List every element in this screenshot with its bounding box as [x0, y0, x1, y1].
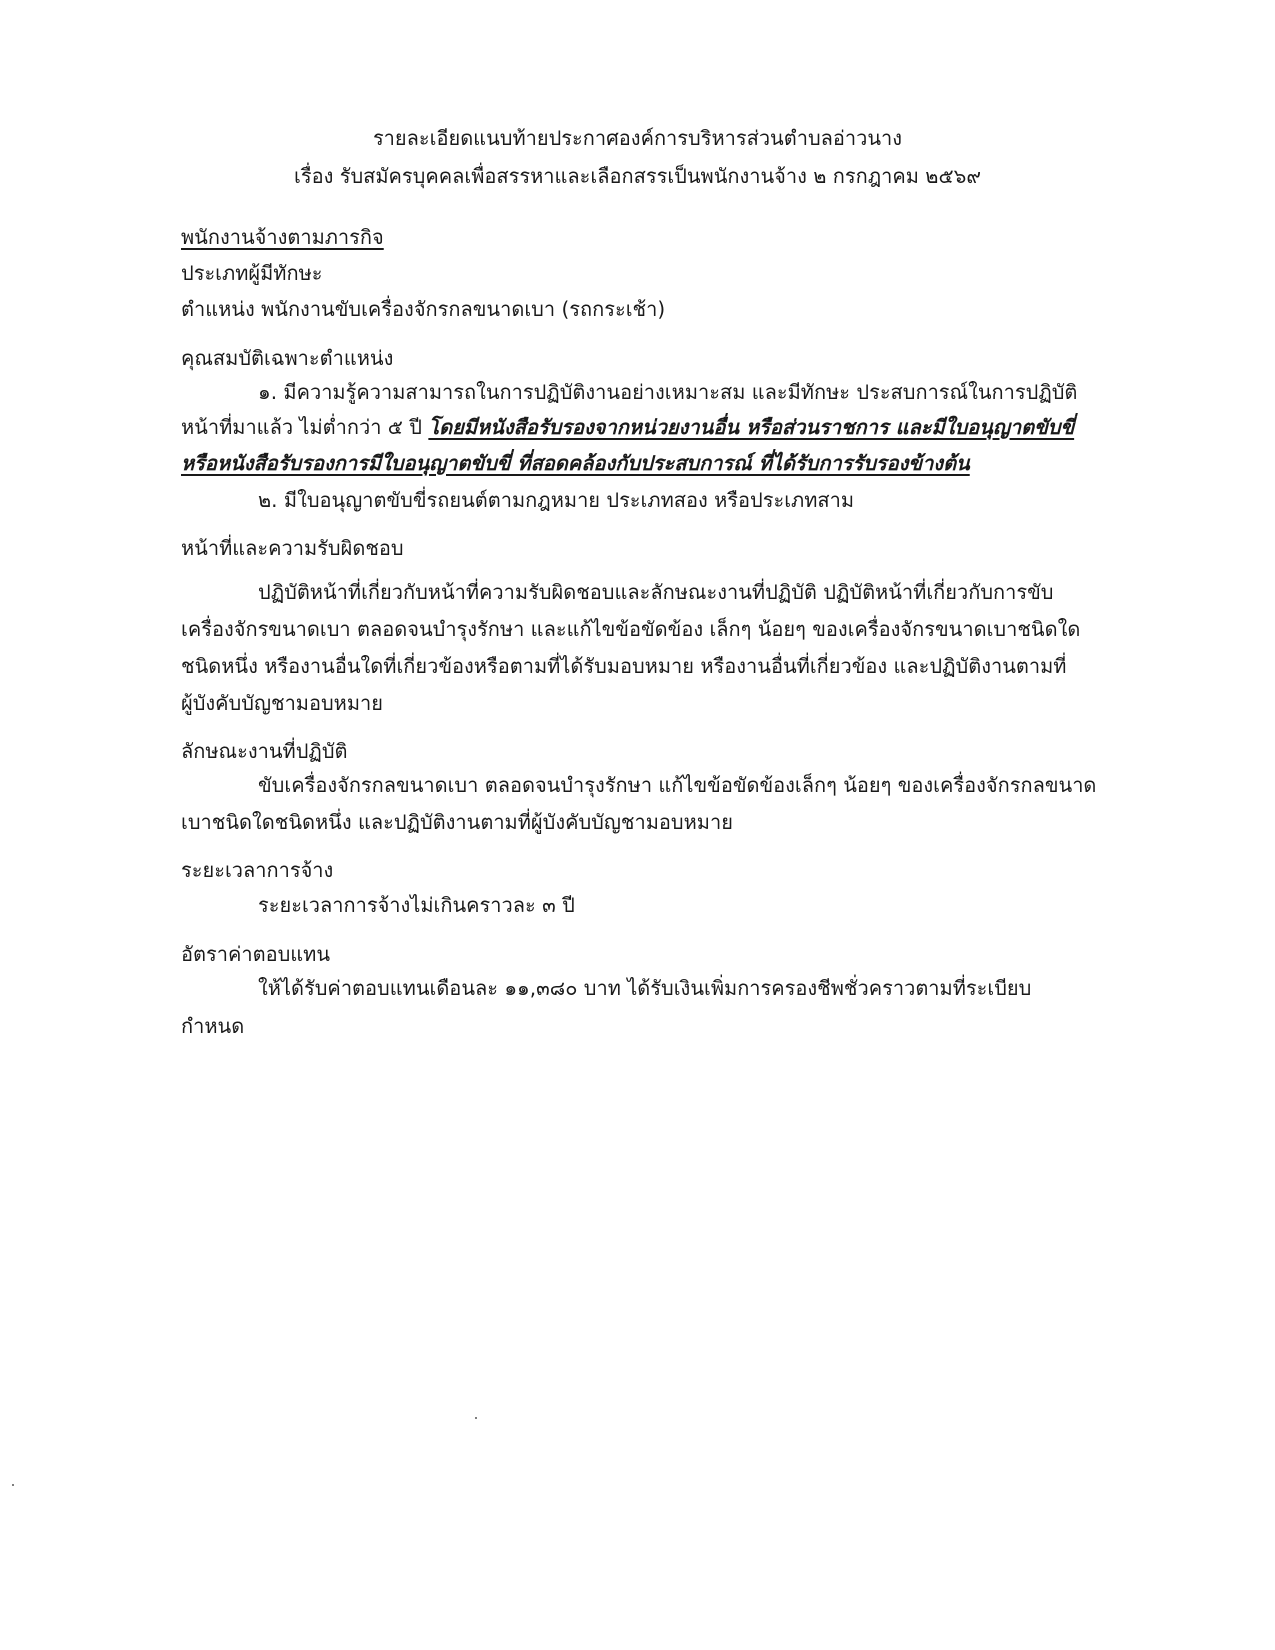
position-title: ตำแหน่ง พนักงานขับเครื่องจักรกลขนาดเบา (รถกระเช้า): [181, 297, 666, 321]
compensation-line-cont: กำหนด: [181, 1014, 245, 1038]
duties-paragraph-line: เครื่องจักรขนาดเบา ตลอดจนบำรุงรักษา และแก้ไขข้อขัดข้อง เล็กๆ น้อยๆ ของเครื่องจักรขนาดเบาชนิดใด: [181, 617, 1081, 641]
work-nature-heading: ลักษณะงานที่ปฏิบัติ: [181, 739, 348, 763]
work-nature-line: เบาชนิดใดชนิดหนึ่ง และปฏิบัติงานตามที่ผู้บังคับบัญชามอบหมาย: [181, 810, 733, 834]
compensation-line: ให้ได้รับค่าตอบแทนเดือนละ ๑๑,๓๘๐ บาท ได้รับเงินเพิ่มการครองชีพชั่วคราวตามที่ระเบียบ: [258, 976, 1032, 1000]
work-nature-line: ขับเครื่องจักรกลขนาดเบา ตลอดจนบำรุงรักษา แก้ไขข้อขัดข้องเล็กๆ น้อยๆ ของเครื่องจักรกลขนาด: [258, 773, 1097, 797]
duties-paragraph-line: ผู้บังคับบัญชามอบหมาย: [181, 691, 384, 715]
qualification-item-2: ๒. มีใบอนุญาตขับขี่รถยนต์ตามกฎหมาย ประเภทสอง หรือประเภทสาม: [258, 488, 855, 512]
qualification-license-requirement: หรือหนังสือรับรองการมีใบอนุญาตขับขี่ ที่สอดคล้องกับประสบการณ์ ที่ได้รับการรับรองข้างต้น: [181, 451, 970, 475]
duties-heading: หน้าที่และความรับผิดชอบ: [181, 536, 404, 560]
header-subject: เรื่อง รับสมัครบุคคลเพื่อสรรหาและเลือกสรรเป็นพนักงานจ้าง ๒ กรกฎาคม ๒๕๖๙: [294, 164, 981, 188]
qualification-item-1-cont: [181, 413, 1074, 441]
employment-period-text: ระยะเวลาการจ้างไม่เกินคราวละ ๓ ปี: [258, 893, 575, 917]
position-category: พนักงานจ้างตามภารกิจ: [181, 225, 384, 249]
scan-speck: [12, 1484, 14, 1486]
header-title: รายละเอียดแนบท้ายประกาศองค์การบริหารส่วนตำบลอ่าวนาง: [372, 126, 903, 150]
position-type: ประเภทผู้มีทักษะ: [181, 261, 323, 285]
qualification-certificate-requirement: โดยมีหนังสือรับรองจากหน่วยงานอื่น หรือส่วนราชการ และมีใบอนุญาตขับขี่: [428, 415, 1075, 439]
duties-paragraph-line: ชนิดหนึ่ง หรืองานอื่นใดที่เกี่ยวข้องหรือตามที่ได้รับมอบหมาย หรืองานอื่นที่เกี่ยวข้อง และปฏิบัติงานตามที่: [181, 654, 1067, 678]
qualification-experience-text: หน้าที่มาแล้ว ไม่ต่ำกว่า ๕ ปี: [181, 415, 429, 439]
duties-paragraph-line: ปฏิบัติหน้าที่เกี่ยวกับหน้าที่ความรับผิดชอบและลักษณะงานที่ปฏิบัติ ปฏิบัติหน้าที่เกี่ยวกับการขับ: [258, 580, 1054, 604]
qualifications-heading: คุณสมบัติเฉพาะตำแหน่ง: [181, 346, 394, 370]
employment-period-heading: ระยะเวลาการจ้าง: [181, 858, 334, 882]
scan-speck: [475, 1417, 477, 1419]
qualification-item-1: ๑. มีความรู้ความสามารถในการปฏิบัติงานอย่างเหมาะสม และมีทักษะ ประสบการณ์ในการปฏิบัติ: [258, 380, 1078, 404]
compensation-heading: อัตราค่าตอบแทน: [181, 942, 331, 966]
